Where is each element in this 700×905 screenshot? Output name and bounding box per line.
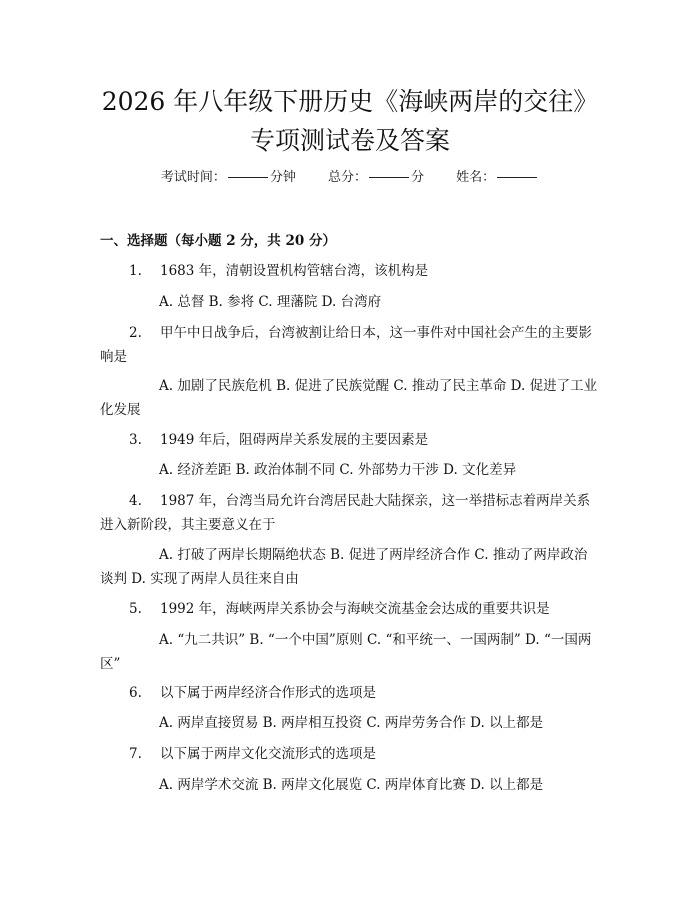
question-text: 1987 年，台湾当局允许台湾居民赴大陆探亲，这一举措标志着两岸关系进入新阶段，其主要意义在于 [100, 493, 591, 533]
document-title-line2: 专项测试卷及答案 [249, 126, 450, 155]
meta-score [328, 168, 424, 188]
question-4-options: A. 打破了两岸长期隔绝状态 B. 促进了两岸经济合作 C. 推动了两岸政治谈判 D. 实现了两岸人员往来自由 [100, 547, 588, 587]
question-text: 1992 年，海峡两岸关系协会与海峡交流基金会达成的重要共识是 [160, 601, 550, 617]
time-unit: 分钟 [269, 170, 296, 185]
question-3-options: A. 经济差距 B. 政治体制不同 C. 外部势力干涉 D. 文化差异 [159, 462, 517, 478]
question-number: 2. [129, 325, 142, 341]
question-text: 1683 年，清朝设置机构管辖台湾，该机构是 [160, 263, 429, 279]
question-3 [100, 428, 600, 452]
question-number: 3. [129, 432, 142, 448]
question-number: 5. [129, 601, 142, 617]
question-2-options: A. 加剧了民族危机 B. 促进了民族觉醒 C. 推动了民主革命 D. 促进了工业化发展 [100, 378, 598, 418]
question-1-options: A. 总督 B. 参将 C. 理藩院 D. 台湾府 [159, 294, 382, 310]
question-6-options: A. 两岸直接贸易 B. 两岸相互投资 C. 两岸劳务合作 D. 以上都是 [159, 715, 544, 731]
question-5-options: A. “九二共识” B. “一个中国”原则 C. “和平统一、一国两制” D. “一国两区” [100, 632, 592, 672]
meta-name [456, 168, 539, 188]
name-label: 姓名： [456, 170, 496, 185]
question-number: 1. [129, 263, 142, 279]
score-label: 总分： [327, 170, 367, 185]
time-blank [228, 177, 268, 178]
question-6 [100, 681, 600, 705]
section-heading: 一、选择题（每小题 2 分，共 20 分） [100, 233, 336, 249]
question-1 [100, 259, 600, 283]
question-7 [100, 742, 600, 766]
question-number: 7. [129, 746, 142, 762]
question-7-options: A. 两岸学术交流 B. 两岸文化展览 C. 两岸体育比赛 D. 以上都是 [159, 777, 544, 793]
document-title-line1: 2026 年八年级下册历史《海峡两岸的交往》 [101, 87, 599, 116]
question-text: 以下属于两岸经济合作形式的选项是 [160, 685, 376, 701]
question-2 [100, 321, 600, 369]
exam-meta [0, 168, 700, 188]
question-5 [100, 597, 600, 621]
question-4 [100, 489, 600, 537]
question-text: 甲午中日战争后，台湾被割让给日本，这一事件对中国社会产生的主要影响是 [100, 325, 592, 365]
question-text: 1949 年后，阻碍两岸关系发展的主要因素是 [160, 432, 429, 448]
score-unit: 分 [411, 170, 425, 185]
question-number: 6. [129, 685, 142, 701]
time-label: 考试时间： [160, 170, 226, 185]
meta-time [161, 168, 296, 188]
name-blank [497, 177, 537, 178]
question-text: 以下属于两岸文化交流形式的选项是 [160, 746, 376, 762]
question-number: 4. [129, 493, 142, 509]
score-blank [369, 177, 409, 178]
